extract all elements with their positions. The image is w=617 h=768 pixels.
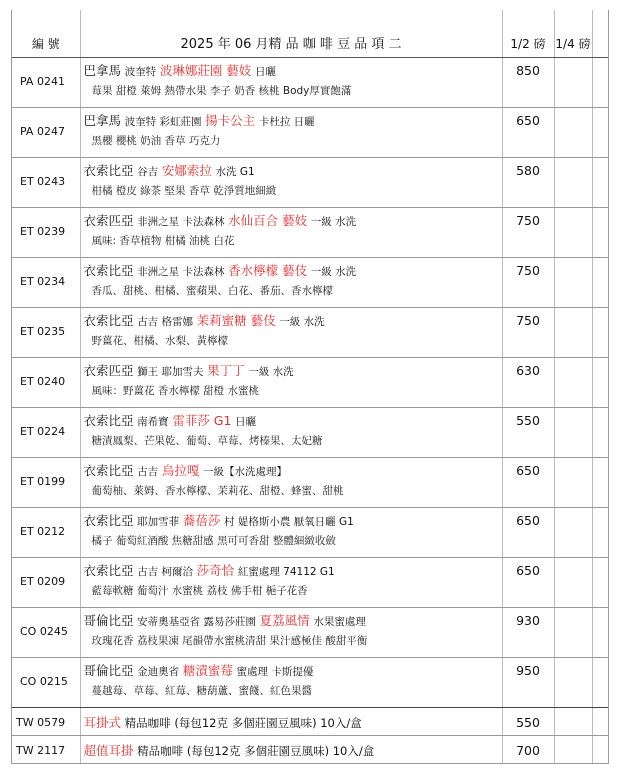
item-quarter-pound-price (554, 708, 592, 736)
item-flavor-notes: 橘子 葡萄紅酒酸 焦糖甜感 黑可可香甜 整體細緻收斂 (91, 535, 336, 547)
item-extra-cell (592, 508, 608, 558)
item-origin: 金迪奧省 (137, 666, 180, 678)
item-quarter-pound-price (554, 358, 592, 408)
table-row (12, 736, 608, 764)
item-title-line (84, 511, 502, 532)
item-extra-cell (592, 208, 608, 258)
item-code: ET 0199 (12, 458, 80, 508)
item-highlight-name: 莎奇恰 (196, 563, 235, 578)
item-description (80, 558, 502, 608)
item-flavor-notes: 風味: 香草植物 柑橘 油桃 白花 (91, 235, 235, 247)
item-code: ET 0235 (12, 308, 80, 358)
item-half-pound-price: 700 (502, 736, 554, 764)
item-highlight-name: 安娜索拉 (161, 163, 212, 178)
item-description (80, 308, 502, 358)
item-half-pound-price: 650 (502, 108, 554, 158)
item-half-pound-price: 550 (502, 408, 554, 458)
header-code: 編 號 (12, 10, 80, 58)
item-code: CO 0215 (12, 658, 80, 708)
item-description (80, 358, 502, 408)
item-detail: 精品咖啡 (每包12克 多個莊園豆風味) 10入/盒 (124, 716, 362, 730)
item-highlight-name: 超值耳掛 (83, 743, 134, 758)
item-description (80, 258, 502, 308)
item-highlight-name: 茉莉蜜糖 藝伎 (196, 313, 276, 328)
item-extra-cell (592, 458, 608, 508)
item-extra-cell (592, 308, 608, 358)
item-half-pound-price: 850 (502, 58, 554, 108)
item-region: 衣索比亞 (83, 413, 134, 428)
item-title-line (84, 361, 502, 382)
item-process: 卡杜拉 日曬 (258, 116, 315, 128)
item-highlight-name: 水仙百合 藝妓 (228, 213, 308, 228)
item-flavor-notes: 藍莓軟糖 葡萄汁 水蜜桃 荔枝 佛手柑 梔子花香 (91, 585, 308, 597)
item-highlight-name: 果丁丁 (207, 363, 245, 378)
item-process: 日曬 (254, 66, 276, 78)
item-half-pound-price: 650 (502, 508, 554, 558)
table-row (12, 58, 608, 108)
item-extra-cell (592, 58, 608, 108)
item-region: 衣索比亞 (83, 263, 134, 278)
item-code: PA 0241 (12, 58, 80, 108)
item-highlight-name: 烏拉嘎 (161, 463, 200, 478)
item-description (80, 158, 502, 208)
item-origin: 古吉 (137, 466, 159, 478)
item-code: ET 0212 (12, 508, 80, 558)
item-flavor-notes: 葡萄柚、萊姆、香水檸檬、茉莉花、甜橙、蜂蜜、甜桃 (91, 485, 344, 497)
item-region: 衣索比亞 (83, 513, 134, 528)
item-highlight-name: 波琳娜莊園 藝妓 (159, 63, 252, 78)
item-region: 巴拿馬 (83, 63, 122, 78)
item-origin: 波奎特 (124, 66, 157, 78)
item-code: PA 0247 (12, 108, 80, 158)
item-half-pound-price: 950 (502, 658, 554, 708)
item-flavor-notes: 黑櫻 櫻桃 奶油 香草 巧克力 (91, 135, 221, 147)
item-extra-cell (592, 558, 608, 608)
item-extra-cell (592, 158, 608, 208)
item-origin: 獅王 耶加雪夫 (137, 366, 204, 378)
item-origin: 非洲之星 卡法森林 (137, 266, 225, 278)
item-half-pound-price: 750 (502, 208, 554, 258)
item-half-pound-price: 550 (502, 708, 554, 736)
item-flavor-notes: 柑橘 橙皮 綠茶 堅果 香草 乾淨質地細緻 (91, 185, 277, 197)
item-code: ET 0234 (12, 258, 80, 308)
price-table (12, 10, 608, 764)
item-quarter-pound-price (554, 258, 592, 308)
item-description (80, 108, 502, 158)
item-flavor-notes: 蔓越莓、草莓、紅莓、糖葫蘆、蜜餞、紅色果醬 (91, 685, 312, 697)
item-quarter-pound-price (554, 408, 592, 458)
item-flavor-notes: 風味：野薑花 香水檸檬 甜橙 水蜜桃 (91, 385, 260, 397)
item-title-line (84, 261, 502, 282)
item-quarter-pound-price (554, 608, 592, 658)
table-row (12, 458, 608, 508)
header-extra (592, 10, 608, 58)
item-process: 一級 水洗 (310, 216, 357, 228)
item-origin: 安蒂奧基亞省 露易莎莊園 (137, 616, 257, 628)
item-origin: 非洲之星 卡法森林 (137, 216, 225, 228)
item-code: ET 0224 (12, 408, 80, 458)
item-process: 一級 水洗 (310, 266, 357, 278)
table-row (12, 608, 608, 658)
item-flavor-notes: 玫瑰花香 荔枝果凍 尾韻帶水蜜桃清甜 果汁感極佳 酸甜平衡 (91, 635, 368, 647)
item-region: 哥倫比亞 (83, 613, 134, 628)
page-title: 2025 年 06 月精 品 咖 啡 豆 品 項 二 (80, 10, 502, 58)
item-origin: 古吉 柯爾洽 (137, 566, 194, 578)
item-description (80, 408, 502, 458)
item-code: ET 0209 (12, 558, 80, 608)
item-description (80, 658, 502, 708)
item-process: 蜜處理 卡斯提優 (236, 666, 314, 678)
table-row (12, 508, 608, 558)
item-quarter-pound-price (554, 108, 592, 158)
item-quarter-pound-price (554, 58, 592, 108)
table-row (12, 708, 608, 736)
item-code: TW 0579 (12, 708, 80, 736)
item-highlight-name: 揚卡公主 (205, 113, 256, 128)
item-quarter-pound-price (554, 158, 592, 208)
item-extra-cell (592, 358, 608, 408)
item-process: 一級 水洗 (248, 366, 294, 378)
header-half-pound: 1/2 磅 (502, 10, 554, 58)
item-extra-cell (592, 736, 608, 764)
item-rows (12, 58, 608, 764)
item-half-pound-price: 650 (502, 558, 554, 608)
item-quarter-pound-price (554, 558, 592, 608)
item-flavor-notes: 糖漬鳳梨、芒果乾、葡萄、草莓、烤榛果、太妃糖 (91, 435, 323, 447)
item-process: 村 媞格斯小農 厭氧日曬 G1 (224, 516, 354, 528)
item-origin: 波奎特 彩虹莊園 (124, 116, 202, 128)
item-quarter-pound-price (554, 208, 592, 258)
item-code: ET 0243 (12, 158, 80, 208)
table-row (12, 108, 608, 158)
item-process: 一級【水洗處理】 (203, 466, 287, 478)
item-origin: 谷吉 (137, 166, 159, 178)
item-flavor-notes: 野薑花、柑橘、水梨、黃檸檬 (91, 335, 228, 347)
item-flavor-notes: 莓果 甜橙 萊姆 熱帶水果 李子 奶香 核桃 Body厚實飽滿 (91, 85, 352, 97)
item-title-line (84, 611, 502, 632)
item-description (80, 508, 502, 558)
table-row (12, 358, 608, 408)
item-highlight-name: 雷菲莎 G1 (172, 413, 232, 428)
item-quarter-pound-price (554, 736, 592, 764)
item-half-pound-price: 650 (502, 458, 554, 508)
item-process: 日曬 (235, 416, 257, 428)
table-row (12, 558, 608, 608)
table-row (12, 658, 608, 708)
item-description (80, 736, 502, 764)
item-extra-cell (592, 608, 608, 658)
item-description (80, 208, 502, 258)
item-process: 水洗 G1 (215, 166, 255, 178)
item-highlight-name: 耳掛式 (83, 715, 122, 730)
item-half-pound-price: 750 (502, 258, 554, 308)
item-highlight-name: 糖漬蜜莓 (182, 663, 233, 678)
item-half-pound-price: 930 (502, 608, 554, 658)
header-quarter-pound: 1/4 磅 (554, 10, 592, 58)
item-half-pound-price: 750 (502, 308, 554, 358)
item-region: 巴拿馬 (83, 113, 122, 128)
item-quarter-pound-price (554, 658, 592, 708)
item-title-line (84, 111, 502, 132)
item-highlight-name: 香水檸檬 藝伎 (228, 263, 308, 278)
item-description (80, 708, 502, 736)
item-process: 水果蜜處理 (313, 616, 366, 628)
item-region: 衣索比亞 (83, 163, 134, 178)
item-title-line (84, 211, 502, 232)
item-description (80, 608, 502, 658)
item-title-line (84, 461, 502, 482)
item-code: ET 0239 (12, 208, 80, 258)
item-title-line (84, 61, 502, 82)
item-code: ET 0240 (12, 358, 80, 408)
header-row (12, 10, 608, 58)
item-region: 衣索匹亞 (83, 213, 134, 228)
item-code: TW 2117 (12, 736, 80, 764)
item-half-pound-price: 630 (502, 358, 554, 408)
item-region: 哥倫比亞 (83, 663, 134, 678)
item-title-line (84, 561, 502, 582)
item-title-line (84, 411, 502, 432)
item-origin: 南希寶 (137, 416, 169, 428)
price-list-sheet (11, 10, 609, 764)
item-code: CO 0245 (12, 608, 80, 658)
item-extra-cell (592, 658, 608, 708)
table-row (12, 258, 608, 308)
item-quarter-pound-price (554, 508, 592, 558)
item-half-pound-price: 580 (502, 158, 554, 208)
item-description (80, 458, 502, 508)
item-title-line (84, 661, 502, 682)
item-quarter-pound-price (554, 458, 592, 508)
item-process: 一級 水洗 (279, 316, 325, 328)
item-extra-cell (592, 108, 608, 158)
table-row (12, 408, 608, 458)
item-quarter-pound-price (554, 308, 592, 358)
item-extra-cell (592, 408, 608, 458)
table-row (12, 208, 608, 258)
item-flavor-notes: 香瓜、甜桃、柑橘、蜜蘋果、白花、番茄、香水檸檬 (91, 285, 333, 297)
item-region: 衣索匹亞 (83, 363, 134, 378)
item-detail: 精品咖啡 (每包12克 多個莊園豆風味) 10入/盒 (137, 744, 375, 758)
item-title-line (84, 311, 502, 332)
item-extra-cell (592, 258, 608, 308)
item-region: 衣索比亞 (83, 313, 134, 328)
table-row (12, 158, 608, 208)
item-highlight-name: 夏荔風情 (259, 613, 310, 628)
item-origin: 古吉 格雷娜 (137, 316, 194, 328)
table-row (12, 308, 608, 358)
item-region: 衣索比亞 (83, 463, 134, 478)
item-highlight-name: 蕎蓓莎 (182, 513, 221, 528)
item-region: 衣索比亞 (83, 563, 134, 578)
item-extra-cell (592, 708, 608, 736)
item-process: 紅蜜處理 74112 G1 (237, 566, 335, 578)
item-title-line (84, 161, 502, 182)
item-origin: 耶加雪菲 (137, 516, 180, 528)
item-description (80, 58, 502, 108)
